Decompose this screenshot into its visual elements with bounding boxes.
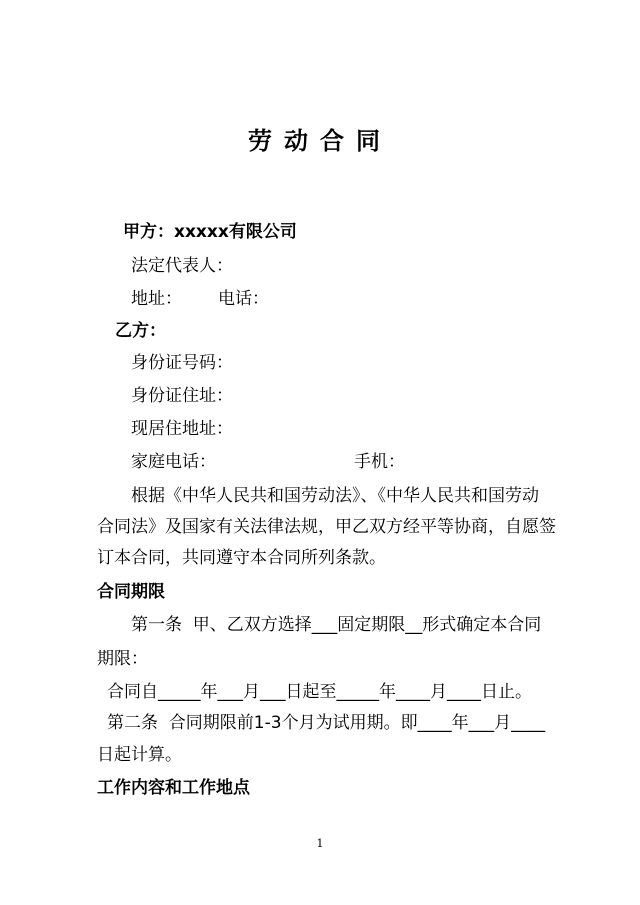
mobile-label: 手机： (354, 452, 405, 472)
home-phone-label: 家庭电话： (131, 452, 216, 472)
article-2-line-1: 第二条 合同期限前1-3个月为试用期。即____年___月____ (107, 713, 546, 733)
article-1-line-2: 期限： (97, 649, 148, 669)
current-address-line: 现居住地址： (131, 419, 233, 439)
page-number: 1 (316, 837, 324, 850)
id-number-line: 身份证号码： (131, 353, 233, 373)
address-label: 地址： (131, 289, 182, 309)
preamble-line-1: 根据《中华人民共和国劳动法》、《中华人民共和国劳动 (131, 486, 539, 506)
id-address-line: 身份证住址： (131, 386, 233, 406)
party-b-line: 乙方： (115, 321, 166, 341)
section-heading-contract-term: 合同期限 (97, 582, 165, 602)
article-1-line-1: 第一条 甲、乙双方选择___固定期限__形式确定本合同 (131, 615, 542, 635)
document-title: 劳动合同 (248, 127, 392, 155)
article-2-line-2: 日起计算。 (97, 745, 182, 765)
legal-representative-line: 法定代表人： (131, 256, 233, 276)
phone-label: 电话： (218, 289, 269, 309)
party-a-line: 甲方：xxxxx有限公司 (123, 222, 297, 242)
preamble-line-2: 合同法》及国家有关法律法规，甲乙双方经平等协商，自愿签 (97, 517, 556, 537)
preamble-line-3: 订本合同，共同遵守本合同所列条款。 (97, 548, 386, 568)
contract-period-line: 合同自_____年___月___日起至_____年____月____日止。 (107, 682, 532, 702)
section-heading-work-content: 工作内容和工作地点 (97, 778, 250, 798)
